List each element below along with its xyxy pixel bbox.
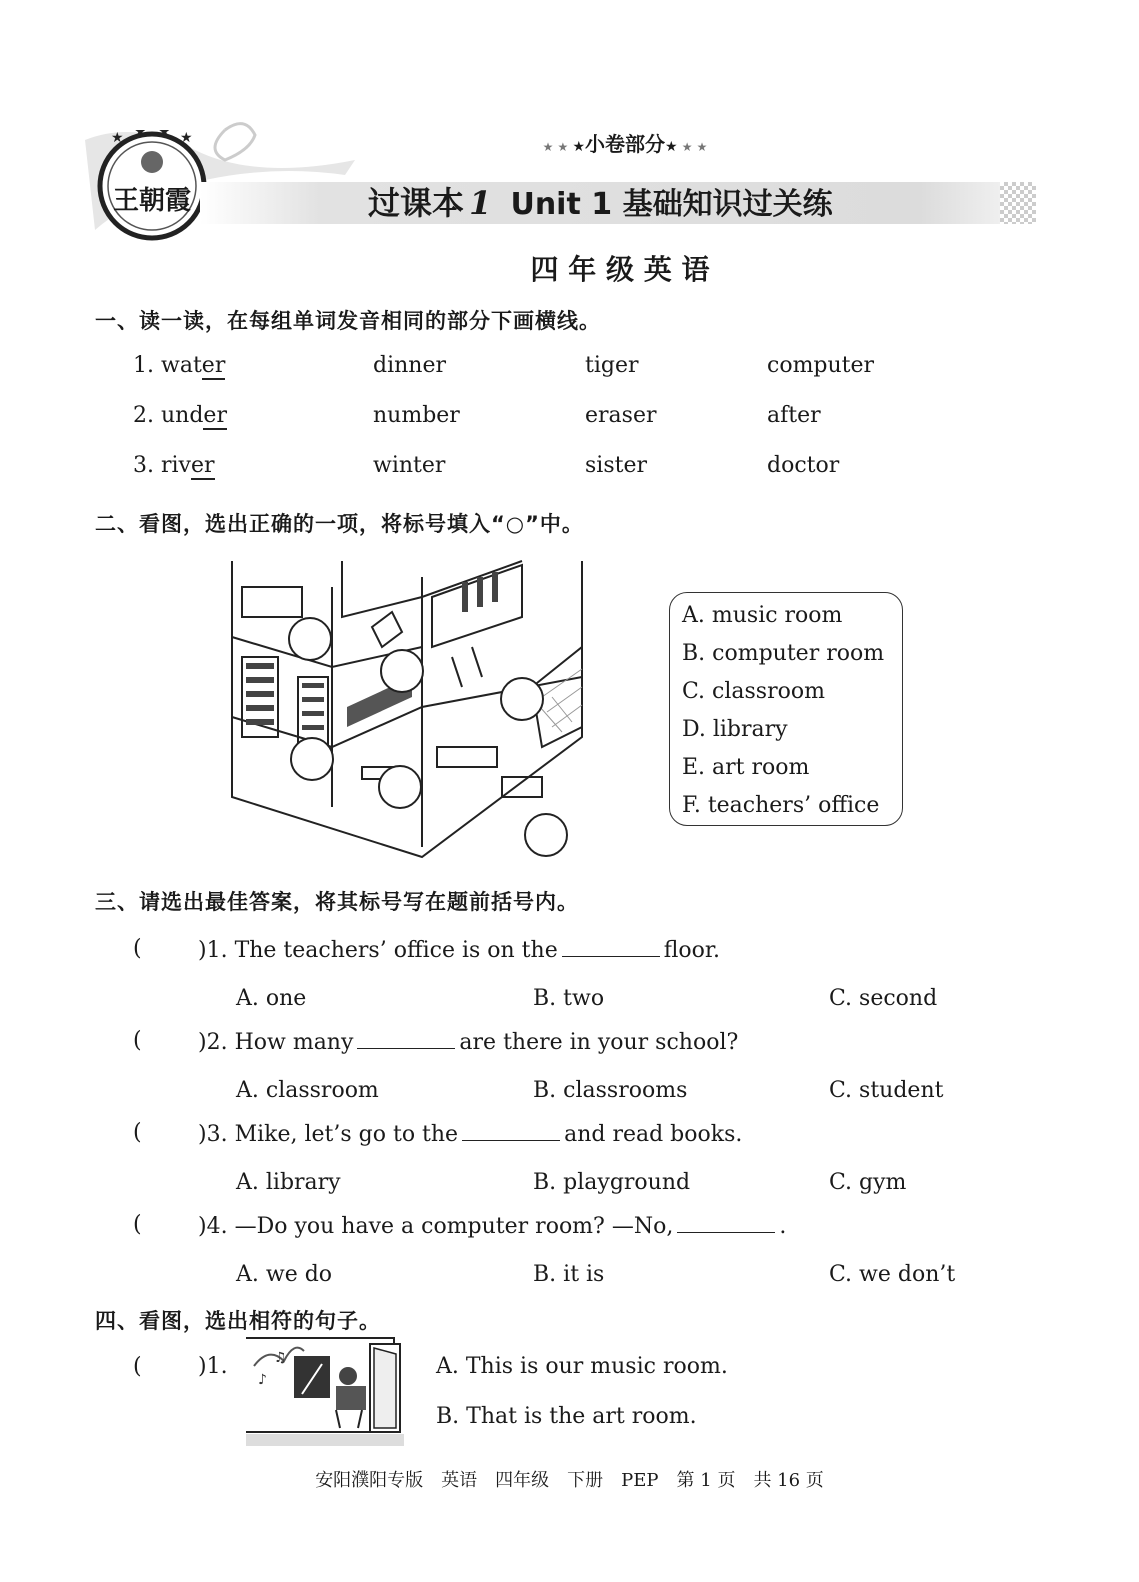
banner-checker <box>1000 182 1036 224</box>
question-text: Mike, let’s go to the <box>234 1122 459 1147</box>
title-prefix: 过课本 <box>368 184 465 222</box>
svg-text:★: ★ <box>180 130 193 146</box>
word-stem: riv <box>161 453 191 478</box>
answer-circle[interactable] <box>380 649 424 693</box>
row-number: 1. <box>133 353 154 378</box>
svg-text:♫: ♫ <box>274 1350 287 1366</box>
choice-c[interactable]: C. we don’t <box>829 1262 956 1287</box>
answer-paren-open[interactable]: ( <box>133 1354 142 1379</box>
question-text: and read books. <box>564 1122 743 1147</box>
question-3 <box>198 1120 742 1147</box>
choice-c[interactable]: C. gym <box>829 1170 907 1195</box>
question-number: )1. <box>198 938 228 963</box>
fill-blank[interactable] <box>677 1212 775 1233</box>
fill-blank[interactable] <box>357 1028 455 1049</box>
room-option: F. teachers’ office <box>682 793 880 818</box>
underlined-part: er <box>190 453 215 478</box>
choice-c[interactable]: C. student <box>829 1078 944 1103</box>
word: dinner <box>373 353 446 378</box>
svg-text:♪: ♪ <box>258 1372 267 1388</box>
answer-circle[interactable] <box>288 617 332 661</box>
fill-blank[interactable] <box>462 1120 560 1141</box>
room-option: C. classroom <box>682 679 825 704</box>
section2-title: 二、看图，选出正确的一项，将标号填入“○”中。 <box>95 512 584 536</box>
question-text: The teachers’ office is on the <box>234 938 558 963</box>
choice-b[interactable]: B. it is <box>533 1262 605 1287</box>
question-text: . <box>779 1214 787 1239</box>
word: number <box>373 403 460 428</box>
underlined-part: er <box>201 353 226 378</box>
question-1 <box>198 936 720 963</box>
room-options-box <box>669 592 903 826</box>
school-building-illustration <box>222 557 588 859</box>
question-number: )3. <box>198 1122 228 1147</box>
word-stem: wat <box>161 353 202 378</box>
word-row-3 <box>133 453 215 478</box>
choice-a[interactable]: A. library <box>236 1170 341 1195</box>
question-2 <box>198 1028 738 1055</box>
word: eraser <box>585 403 657 428</box>
word-row-2 <box>133 403 227 428</box>
underlined-part: er <box>203 403 227 428</box>
question-number: )2. <box>198 1030 228 1055</box>
room-option: D. library <box>682 717 788 742</box>
answer-circle[interactable] <box>378 765 422 809</box>
question-text: floor. <box>663 938 720 963</box>
word-stem: und <box>161 403 204 428</box>
question-text: are there in your school? <box>459 1030 739 1055</box>
section3-title: 三、请选出最佳答案，将其标号写在题前括号内。 <box>95 890 579 914</box>
choice-b[interactable]: B. two <box>533 986 605 1011</box>
question-text: —Do you have a computer room? —No, <box>234 1214 674 1239</box>
answer-circle[interactable] <box>524 813 568 857</box>
brand-logo <box>96 130 208 242</box>
question-number: )4. <box>198 1214 228 1239</box>
music-room-illustration <box>244 1336 408 1448</box>
section-label: ★ ★ ★小卷部分★ ★ ★ <box>542 132 708 156</box>
answer-paren-open[interactable]: ( <box>133 936 142 961</box>
svg-text:★: ★ <box>158 130 171 140</box>
row-number: 3. <box>133 453 154 478</box>
answer-paren-open[interactable]: ( <box>133 1212 142 1237</box>
word: tiger <box>585 353 639 378</box>
answer-paren-open[interactable]: ( <box>133 1120 142 1145</box>
answer-circle[interactable] <box>500 677 544 721</box>
brand-logo-text: 王朝霞 <box>112 186 191 216</box>
page-footer: 安阳濮阳专版 英语 四年级 下册 PEP 第 1 页 共 16 页 <box>315 1470 824 1491</box>
choice-a[interactable]: A. one <box>236 986 307 1011</box>
question-4 <box>198 1212 786 1239</box>
room-option: E. art room <box>682 755 810 780</box>
choice-c[interactable]: C. second <box>829 986 938 1011</box>
word-row-1 <box>133 353 225 378</box>
svg-text:★: ★ <box>111 130 124 146</box>
section-label-text: 小卷部分 <box>585 132 665 156</box>
sentence-option-b[interactable]: B. That is the art room. <box>436 1404 697 1429</box>
choice-b[interactable]: B. classrooms <box>533 1078 688 1103</box>
sentence-option-a[interactable]: A. This is our music room. <box>436 1354 728 1379</box>
word: doctor <box>767 453 840 478</box>
word: after <box>767 403 821 428</box>
answer-circle[interactable] <box>290 737 334 781</box>
question-text: How many <box>234 1030 354 1055</box>
title-number: 1 <box>469 184 492 222</box>
page-title <box>368 182 833 224</box>
choice-a[interactable]: A. classroom <box>236 1078 379 1103</box>
section4-title: 四、看图，选出相符的句子。 <box>95 1309 381 1333</box>
question-number: )1. <box>198 1354 228 1379</box>
row-number: 2. <box>133 403 154 428</box>
choice-b[interactable]: B. playground <box>533 1170 691 1195</box>
word: computer <box>767 353 875 378</box>
word: sister <box>585 453 647 478</box>
title-main: Unit 1 基础知识过关练 <box>510 187 833 222</box>
word: winter <box>373 453 446 478</box>
answer-paren-open[interactable]: ( <box>133 1028 142 1053</box>
room-option: B. computer room <box>682 641 885 666</box>
fill-blank[interactable] <box>562 936 660 957</box>
svg-text:★: ★ <box>134 130 147 140</box>
page-subtitle: 四 年 级 英 语 <box>530 253 710 286</box>
choice-a[interactable]: A. we do <box>236 1262 333 1287</box>
section1-title: 一、读一读，在每组单词发音相同的部分下画横线。 <box>95 309 601 333</box>
room-option: A. music room <box>682 603 843 628</box>
